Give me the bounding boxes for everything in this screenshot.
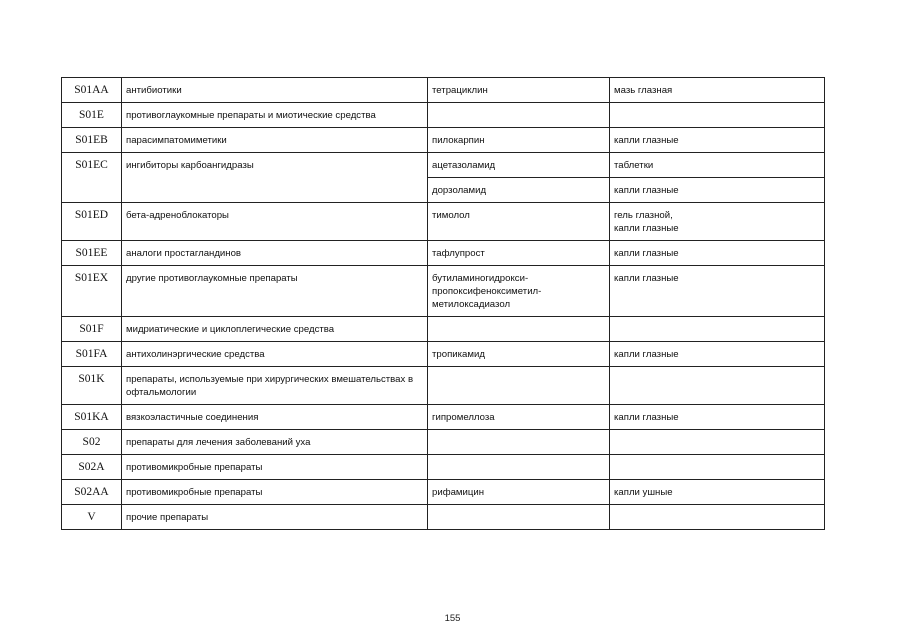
group-name-cell: препараты для лечения заболеваний уха (122, 430, 428, 455)
dosage-form-cell: мазь глазная (610, 78, 825, 103)
drug-name-cell (428, 367, 610, 405)
atc-code-cell: S01EX (62, 266, 122, 317)
atc-code-cell: S01AA (62, 78, 122, 103)
group-name-cell: противоглаукомные препараты и миотические средства (122, 103, 428, 128)
drug-name-cell: дорзоламид (428, 178, 610, 203)
drug-name-cell: бутиламиногидрокси- пропоксифеноксиметил- метилоксадиазол (428, 266, 610, 317)
atc-code-cell: S01EB (62, 128, 122, 153)
dosage-form-cell: гель глазной, капли глазные (610, 203, 825, 241)
group-name-cell: вязкоэластичные соединения (122, 405, 428, 430)
drug-name-cell: тимолол (428, 203, 610, 241)
page-number: 155 (444, 613, 461, 624)
dosage-form-cell: капли глазные (610, 128, 825, 153)
atc-code-cell: S01E (62, 103, 122, 128)
table-row (62, 480, 825, 505)
drug-name-cell: тафлупрост (428, 241, 610, 266)
drug-name-cell: тетрациклин (428, 78, 610, 103)
atc-code-cell: S02AA (62, 480, 122, 505)
dosage-form-cell (610, 367, 825, 405)
dosage-form-cell: таблетки (610, 153, 825, 178)
table-row (62, 505, 825, 530)
atc-code-cell: S01K (62, 367, 122, 405)
table-row (62, 266, 825, 317)
drug-name-cell: ацетазоламид (428, 153, 610, 178)
drug-name-cell (428, 317, 610, 342)
atc-code-cell: S01KA (62, 405, 122, 430)
drug-name-cell: тропикамид (428, 342, 610, 367)
atc-code-cell: S01ED (62, 203, 122, 241)
table-row (62, 103, 825, 128)
group-name-cell: прочие препараты (122, 505, 428, 530)
table-row (62, 342, 825, 367)
table-row (62, 367, 825, 405)
dosage-form-cell: капли глазные (610, 241, 825, 266)
drug-name-cell (428, 430, 610, 455)
group-name-cell: бета-адреноблокаторы (122, 203, 428, 241)
dosage-form-cell: капли глазные (610, 342, 825, 367)
table-row (62, 153, 825, 178)
atc-code-cell: S01EE (62, 241, 122, 266)
atc-code-cell: S02A (62, 455, 122, 480)
atc-code-cell: S01EC (62, 153, 122, 203)
group-name-cell: антихолинэргические средства (122, 342, 428, 367)
dosage-form-cell: капли глазные (610, 178, 825, 203)
drug-name-cell: рифамицин (428, 480, 610, 505)
drug-name-cell: гипромеллоза (428, 405, 610, 430)
atc-code-cell: V (62, 505, 122, 530)
table-row (62, 430, 825, 455)
table-row (62, 241, 825, 266)
drug-name-cell (428, 455, 610, 480)
table-row (62, 405, 825, 430)
group-name-cell: другие противоглаукомные препараты (122, 266, 428, 317)
group-name-cell: антибиотики (122, 78, 428, 103)
drug-name-cell: пилокарпин (428, 128, 610, 153)
dosage-form-cell (610, 103, 825, 128)
group-name-cell: мидриатические и циклоплегические средства (122, 317, 428, 342)
atc-code-cell: S01F (62, 317, 122, 342)
dosage-form-cell (610, 455, 825, 480)
atc-code-cell: S01FA (62, 342, 122, 367)
dosage-form-cell: капли глазные (610, 405, 825, 430)
drug-name-cell (428, 103, 610, 128)
dosage-form-cell: капли глазные (610, 266, 825, 317)
table-body (62, 78, 825, 530)
dosage-form-cell (610, 505, 825, 530)
drug-classification-table (61, 77, 825, 530)
group-name-cell: парасимпатомиметики (122, 128, 428, 153)
group-name-cell: ингибиторы карбоангидразы (122, 153, 428, 203)
table-row (62, 78, 825, 103)
group-name-cell: аналоги простагландинов (122, 241, 428, 266)
table-row (62, 455, 825, 480)
table-row (62, 128, 825, 153)
group-name-cell: противомикробные препараты (122, 480, 428, 505)
group-name-cell: противомикробные препараты (122, 455, 428, 480)
dosage-form-cell (610, 430, 825, 455)
dosage-form-cell: капли ушные (610, 480, 825, 505)
dosage-form-cell (610, 317, 825, 342)
drug-name-cell (428, 505, 610, 530)
group-name-cell: препараты, используемые при хирургических вмешательствах в офтальмологии (122, 367, 428, 405)
table-row (62, 317, 825, 342)
atc-code-cell: S02 (62, 430, 122, 455)
table-row (62, 203, 825, 241)
